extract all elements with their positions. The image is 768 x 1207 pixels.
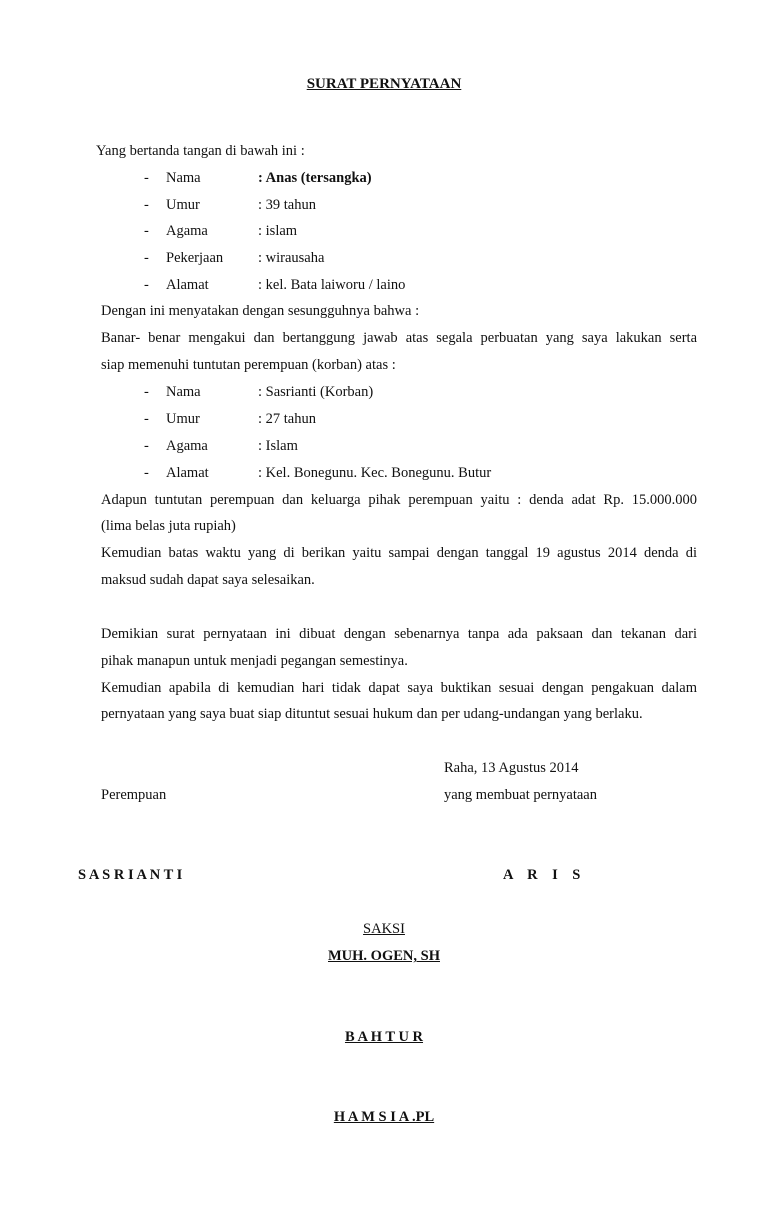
demand-line-1: Adapun tuntutan perempuan dan keluarga pihak perempuan yaitu : denda adat Rp. 15.000.000 (101, 492, 697, 508)
bullet-dash: - (144, 197, 149, 213)
intro-text: Yang bertanda tangan di bawah ini : (96, 143, 305, 159)
deadline-line-2: maksud sudah dapat saya selesaikan. (101, 572, 315, 588)
right-signer-name: A R I S (503, 867, 581, 883)
field-value-umur: : 39 tahun (258, 197, 316, 213)
demand-line-2: (lima belas juta rupiah) (101, 518, 236, 534)
statement-line: Dengan ini menyatakan dengan sesungguhnya bahwa : (101, 303, 420, 319)
witness-1-name: MUH. OGEN, SH (328, 948, 440, 964)
field-value-umur: : 27 tahun (258, 411, 316, 427)
field-value-alamat: : Kel. Bonegunu. Kec. Bonegunu. Butur (258, 465, 492, 481)
field-label-umur: Umur (166, 197, 200, 213)
bullet-dash: - (144, 411, 149, 427)
closing-line-1: Demikian surat pernyataan ini dibuat dengan sebenarnya tanpa ada paksaan dan tekanan dari (101, 626, 697, 642)
closing-line-2: pihak manapun untuk menjadi pegangan semestinya. (101, 653, 408, 669)
witness-2-name: B A H T U R (344, 1029, 424, 1045)
bullet-dash: - (144, 250, 149, 266)
field-label-umur: Umur (166, 411, 200, 427)
left-role: Perempuan (101, 787, 167, 803)
bullet-dash: - (144, 384, 149, 400)
place-date: Raha, 13 Agustus 2014 (444, 760, 579, 776)
field-value-alamat: : kel. Bata laiworu / laino (258, 277, 406, 293)
field-value-agama: : Islam (258, 438, 298, 454)
field-value-nama: : Anas (tersangka) (258, 170, 372, 186)
deadline-line-1: Kemudian batas waktu yang di berikan yaitu sampai dengan tanggal 19 agustus 2014 denda di (101, 545, 697, 561)
admit-line-1: Banar- benar mengakui dan bertanggung jawab atas segala perbuatan yang saya lakukan serta (101, 330, 697, 346)
bullet-dash: - (144, 170, 149, 186)
admit-line-2: siap memenuhi tuntutan perempuan (korban) atas : (101, 357, 396, 373)
legal-line-2: pernyataan yang saya buat siap dituntut sesuai hukum dan per udang-undangan yang berlaku. (101, 706, 643, 722)
field-label-agama: Agama (166, 438, 208, 454)
field-label-alamat: Alamat (166, 465, 209, 481)
field-label-agama: Agama (166, 223, 208, 239)
witness-heading: SAKSI (363, 921, 405, 937)
field-label-nama: Nama (166, 384, 201, 400)
legal-line-1: Kemudian apabila di kemudian hari tidak dapat saya buktikan sesuai dengan pengakuan dalam (101, 680, 697, 696)
field-label-nama: Nama (166, 170, 201, 186)
left-signer-name: S A S R I A N T I (78, 867, 183, 883)
field-value-pekerjaan: : wirausaha (258, 250, 325, 266)
bullet-dash: - (144, 277, 149, 293)
field-label-alamat: Alamat (166, 277, 209, 293)
bullet-dash: - (144, 223, 149, 239)
field-value-nama: : Sasrianti (Korban) (258, 384, 374, 400)
witness-3-name: H A M S I A .PL (333, 1109, 435, 1125)
document-title: SURAT PERNYATAAN (306, 76, 462, 92)
field-label-pekerjaan: Pekerjaan (166, 250, 224, 266)
field-value-agama: : islam (258, 223, 298, 239)
right-role: yang membuat pernyataan (444, 787, 597, 803)
bullet-dash: - (144, 465, 149, 481)
bullet-dash: - (144, 438, 149, 454)
